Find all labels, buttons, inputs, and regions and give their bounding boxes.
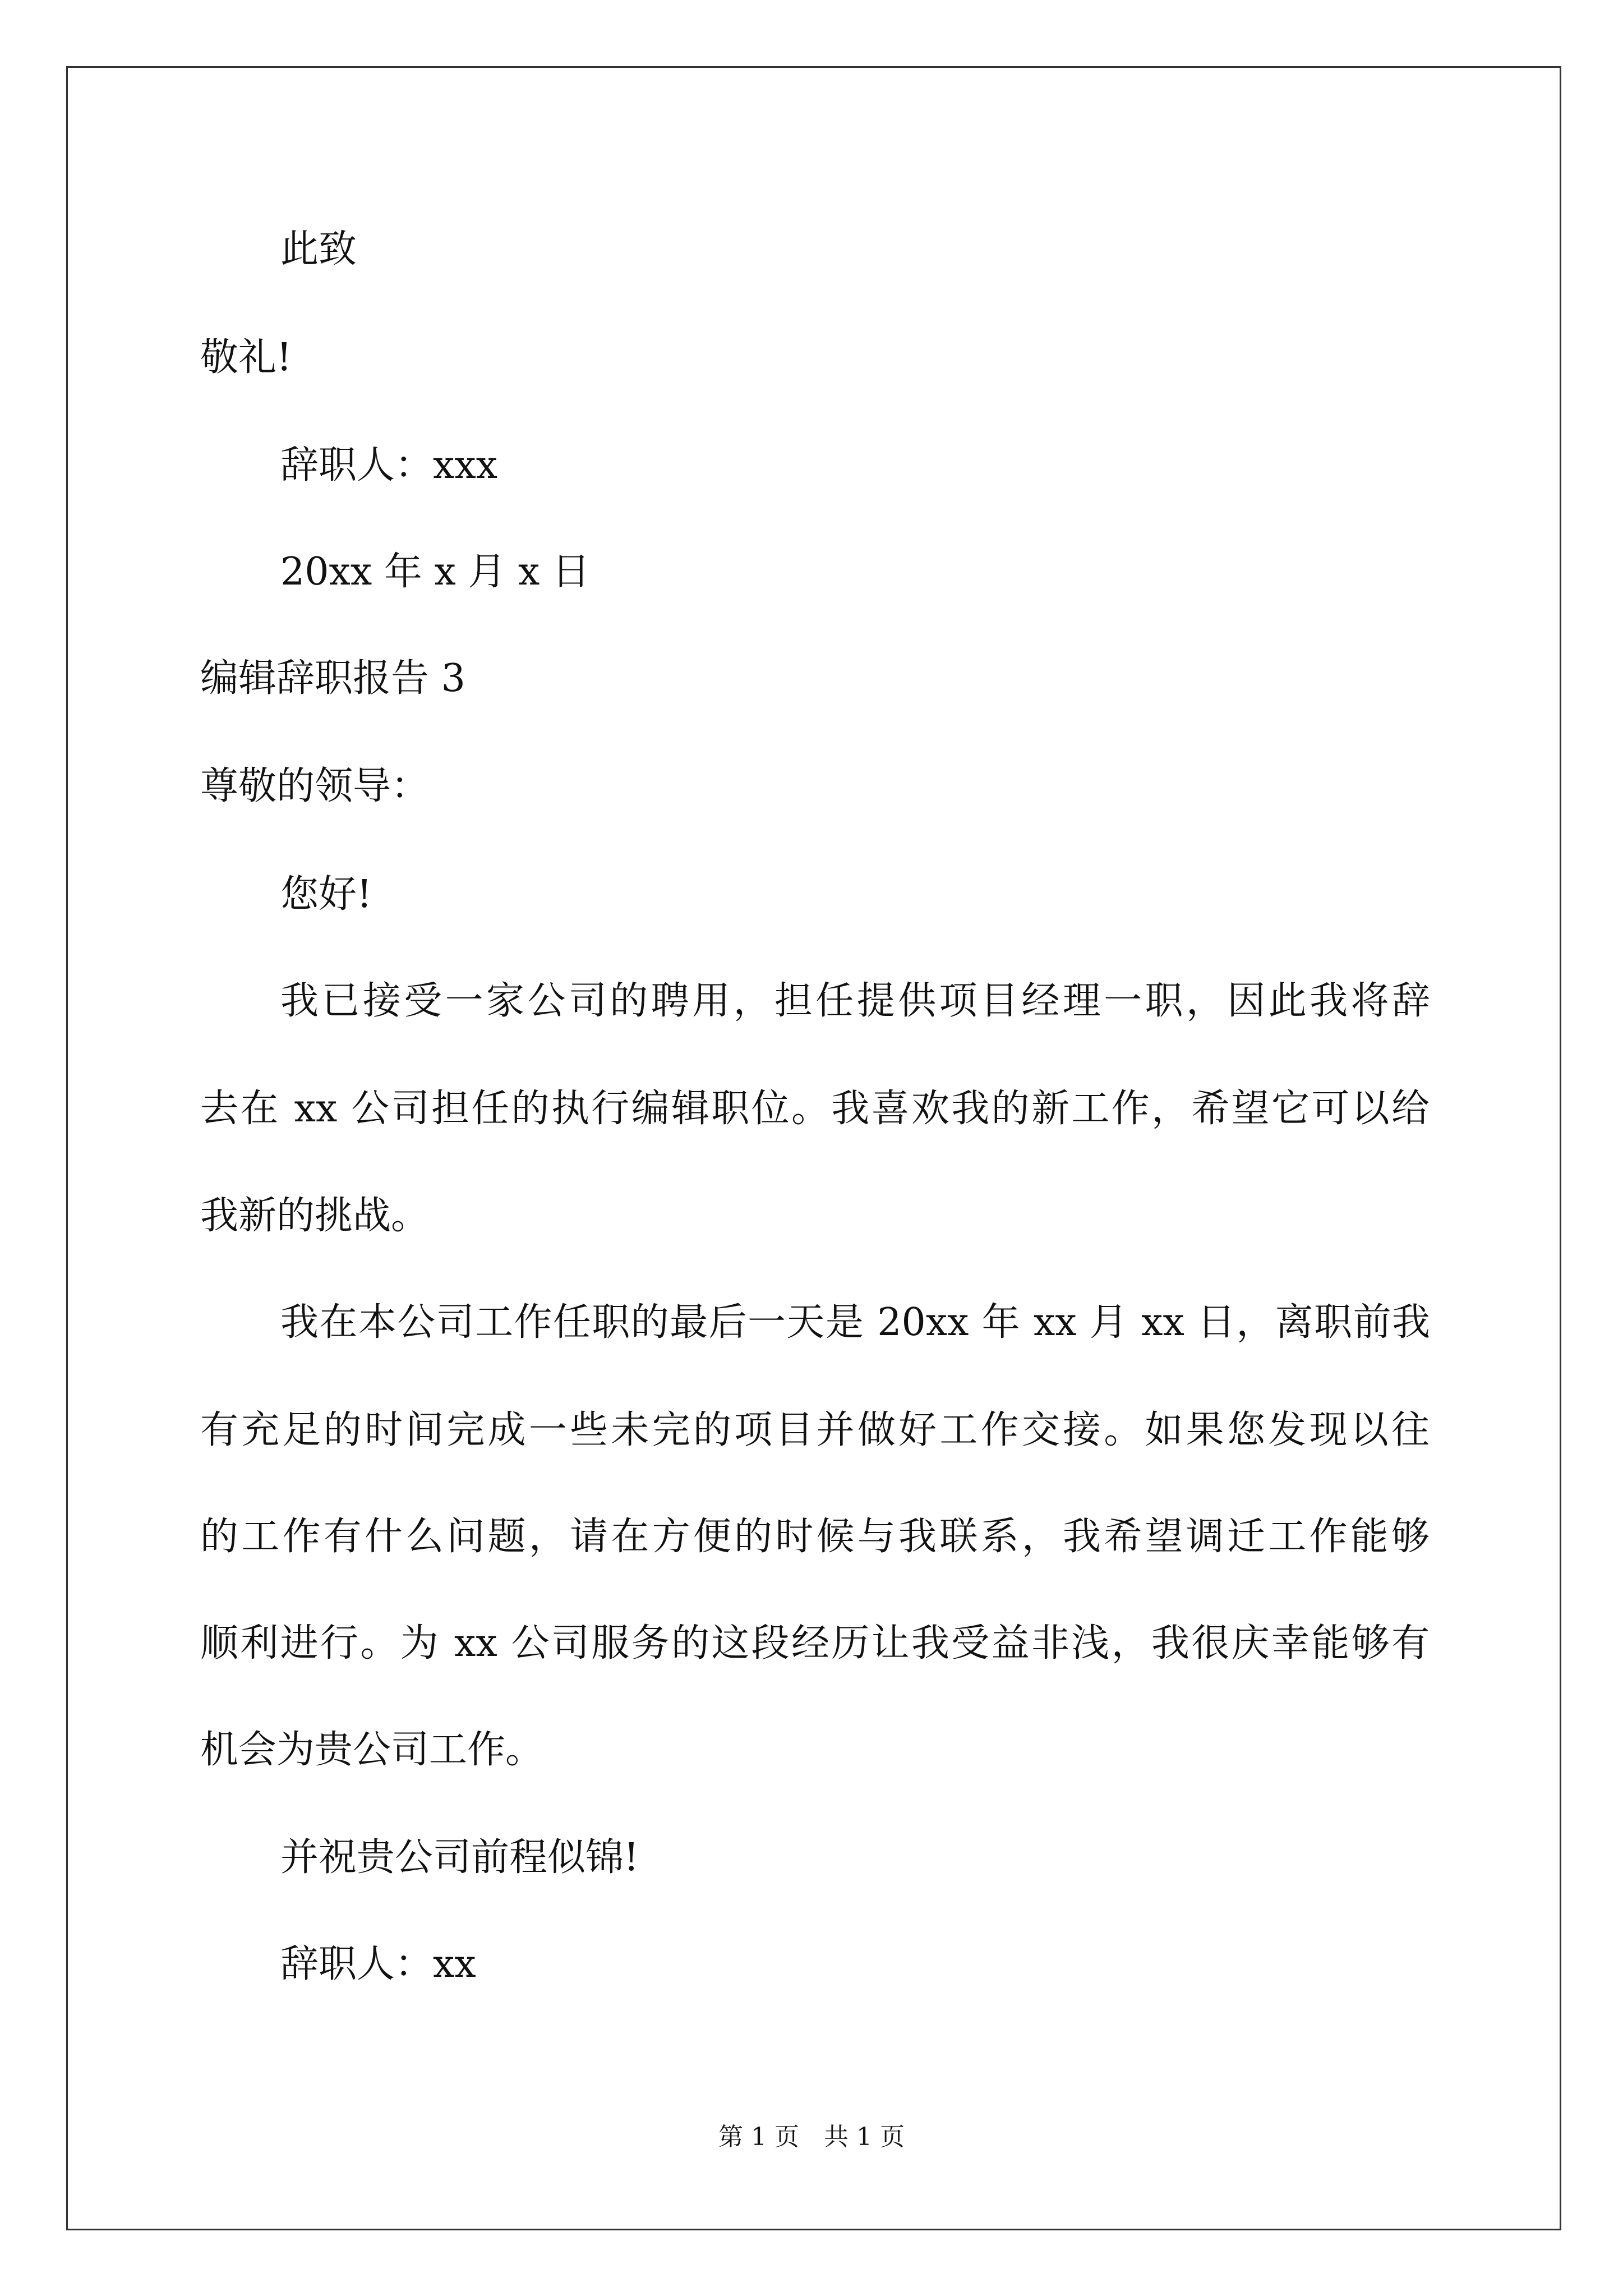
paragraph-line: 有充足的时间完成一些未完的项目并做好工作交接。如果您发现以往: [200, 1408, 1430, 1452]
closing-wish: 并祝贵公司前程似锦!: [280, 1835, 639, 1880]
paragraph-line: 机会为贵公司工作。: [200, 1728, 544, 1772]
paragraph-line: 我已接受一家公司的聘用，担任提供项目经理一职，因此我将辞: [280, 979, 1430, 1023]
section-title: 编辑辞职报告 3: [200, 656, 465, 701]
letter-greeting: 您好!: [280, 872, 372, 917]
signature-resigner: 辞职人：xxx: [280, 443, 498, 487]
signature-resigner-final: 辞职人：xx: [280, 1942, 476, 1986]
paragraph-line: 我在本公司工作任职的最后一天是 20xx 年 xx 月 xx 日，离职前我: [280, 1300, 1430, 1345]
closing-regards: 敬礼!: [200, 335, 292, 380]
paragraph-line: 顺利进行。为 xx 公司服务的这段经历让我受益非浅，我很庆幸能够有: [200, 1621, 1430, 1665]
page-frame: [66, 66, 1561, 2230]
paragraph-line: 我新的挑战。: [200, 1194, 430, 1238]
paragraph-line: 的工作有什么问题，请在方便的时候与我联系，我希望调迁工作能够: [200, 1515, 1430, 1559]
closing-salutation: 此致: [280, 227, 357, 272]
signature-date: 20xx 年 x 月 x 日: [280, 550, 591, 594]
paragraph-line: 去在 xx 公司担任的执行编辑职位。我喜欢我的新工作，希望它可以给: [200, 1087, 1430, 1131]
page-footer: 第 1 页 共 1 页: [718, 2123, 905, 2151]
letter-addressee: 尊敬的领导：: [200, 764, 430, 808]
